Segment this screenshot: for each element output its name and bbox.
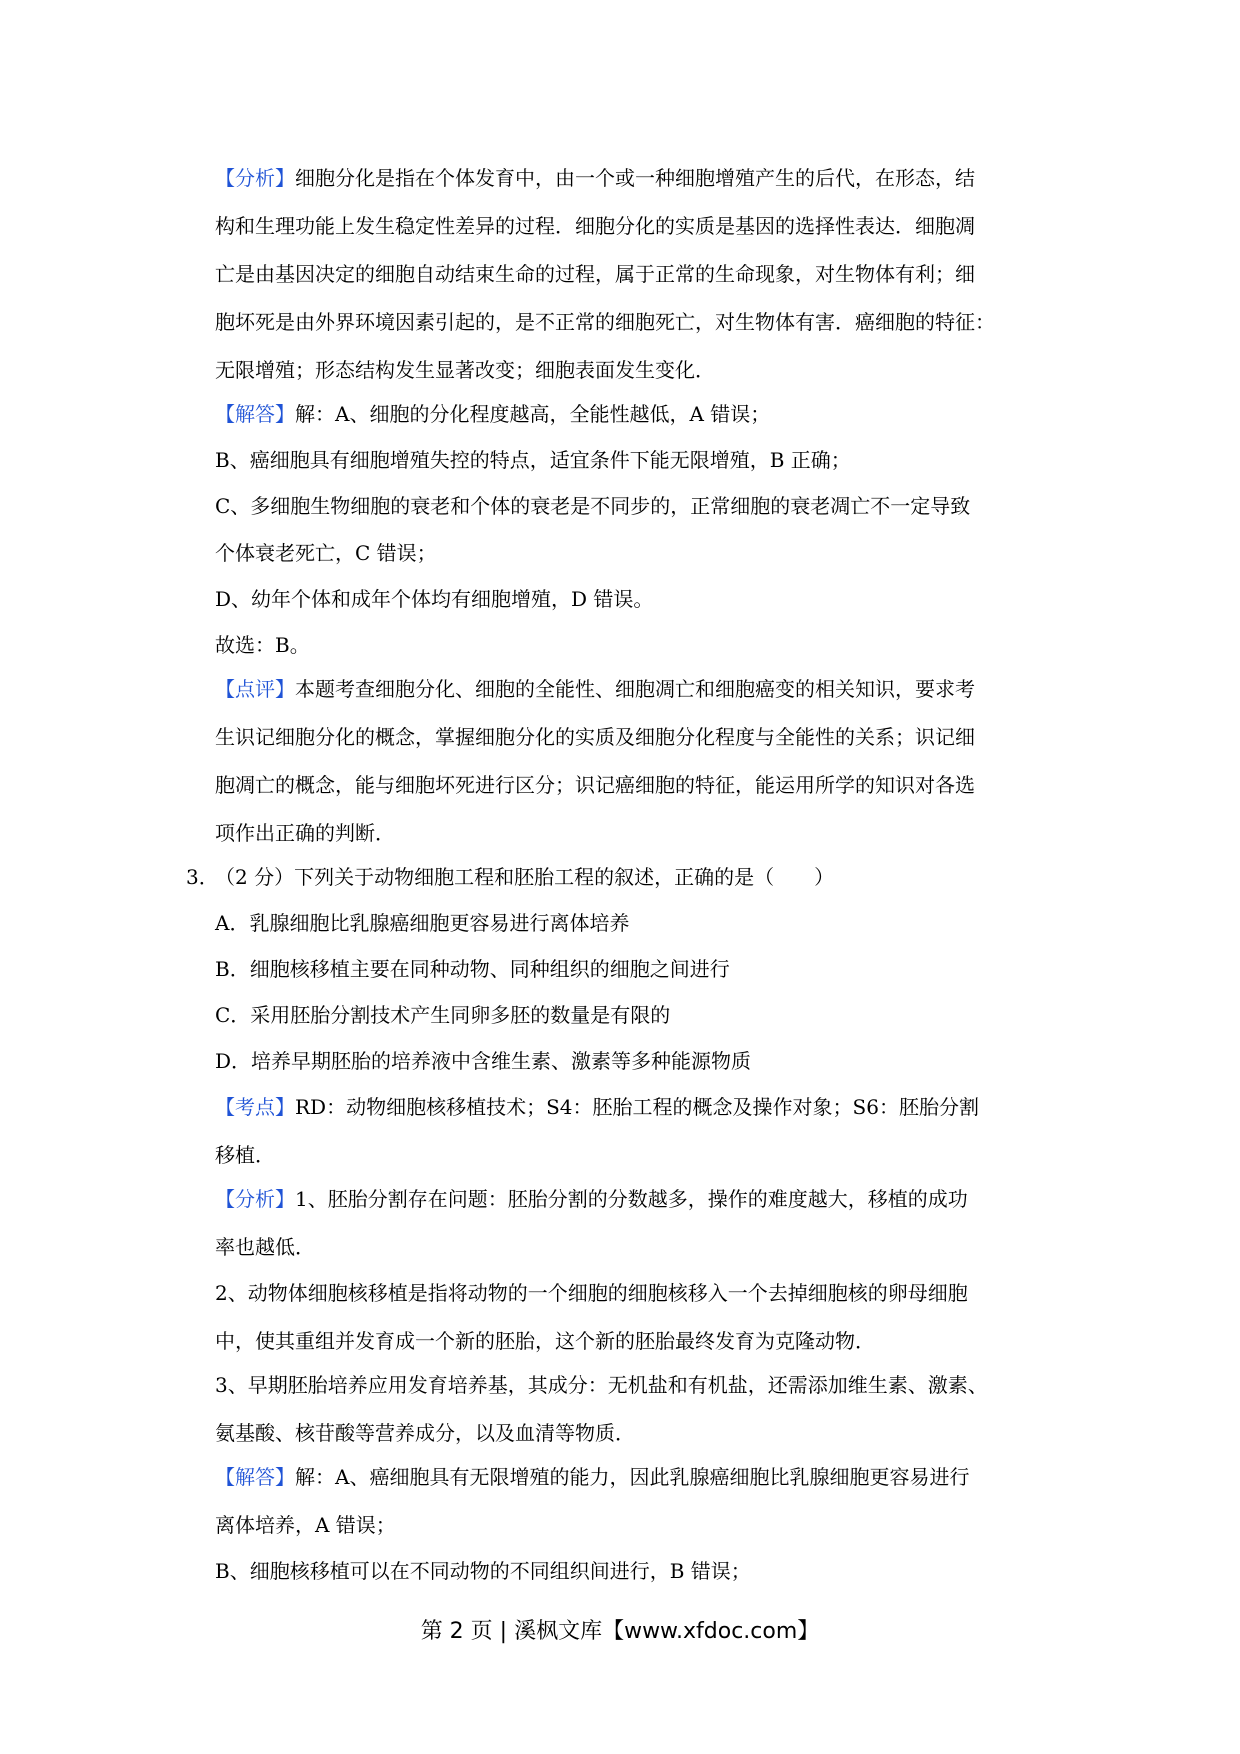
question-number: 3． xyxy=(186,865,219,889)
paragraph-line: 3、早期胚胎培养应用发育培养基，其成分：无机盐和有机盐，还需添加维生素、激素、 xyxy=(215,1373,988,1397)
paragraph-line: 率也越低． xyxy=(215,1235,315,1259)
page-footer: 第 2 页 | 溪枫文库【www.xfdoc.com】 xyxy=(420,1619,820,1644)
answer-tag: 【解答】 xyxy=(215,402,295,426)
paragraph-line: 项作出正确的判断． xyxy=(215,821,395,845)
paragraph-line: D、幼年个体和成年个体均有细胞增殖，D 错误。 xyxy=(215,587,654,611)
analysis-tag: 【分析】 xyxy=(215,1187,295,1211)
paragraph-line: 移植． xyxy=(215,1143,275,1167)
paragraph-line: 氨基酸、核苷酸等营养成分，以及血清等物质． xyxy=(215,1421,635,1445)
option-d: D．培养早期胚胎的培养液中含维生素、激素等多种能源物质 xyxy=(215,1049,752,1073)
question-stem: （2 分）下列关于动物细胞工程和胚胎工程的叙述，正确的是（ ） xyxy=(215,865,835,889)
paragraph-line: 生识记细胞分化的概念，掌握细胞分化的实质及细胞分化程度与全能性的关系；识记细 xyxy=(215,725,975,749)
paragraph-line: 故选：B。 xyxy=(215,633,310,657)
paragraph-line: 2、动物体细胞核移植是指将动物的一个细胞的细胞核移入一个去掉细胞核的卵母细胞 xyxy=(215,1281,968,1305)
answer-tag: 【解答】 xyxy=(215,1465,295,1489)
paragraph-line: 离体培养，A 错误； xyxy=(215,1513,396,1537)
option-c: C．采用胚胎分割技术产生同卵多胚的数量是有限的 xyxy=(215,1003,671,1027)
paragraph-line: 【分析】细胞分化是指在个体发育中，由一个或一种细胞增殖产生的后代，在形态，结 xyxy=(215,166,975,190)
point-tag: 【考点】 xyxy=(215,1095,295,1119)
option-a: A．乳腺细胞比乳腺癌细胞更容易进行离体培养 xyxy=(215,911,630,935)
paragraph-line: B、细胞核移植可以在不同动物的不同组织间进行，B 错误； xyxy=(215,1559,751,1583)
paragraph-line: B、癌细胞具有细胞增殖失控的特点，适宜条件下能无限增殖，B 正确； xyxy=(215,448,851,472)
paragraph-line: 中，使其重组并发育成一个新的胚胎，这个新的胚胎最终发育为克隆动物． xyxy=(215,1329,875,1353)
paragraph-line: 无限增殖；形态结构发生显著改变；细胞表面发生变化． xyxy=(215,358,715,382)
paragraph-line: 【考点】RD：动物细胞核移植技术；S4：胚胎工程的概念及操作对象；S6：胚胎分割 xyxy=(215,1095,979,1119)
paragraph-line: 胞凋亡的概念，能与细胞坏死进行区分；识记癌细胞的特征，能运用所学的知识对各选 xyxy=(215,773,975,797)
paragraph-line: 胞坏死是由外界环境因素引起的，是不正常的细胞死亡，对生物体有害．癌细胞的特征： xyxy=(215,310,995,334)
paragraph-line: 【分析】1、胚胎分割存在问题：胚胎分割的分数越多，操作的难度越大，移植的成功 xyxy=(215,1187,968,1211)
paragraph-line: 个体衰老死亡，C 错误； xyxy=(215,541,437,565)
analysis-tag: 【分析】 xyxy=(215,166,295,190)
option-b: B．细胞核移植主要在同种动物、同种组织的细胞之间进行 xyxy=(215,957,730,981)
paragraph-line: 亡是由基因决定的细胞自动结束生命的过程，属于正常的生命现象，对生物体有利；细 xyxy=(215,262,975,286)
paragraph-line: 【解答】解：A、癌细胞具有无限增殖的能力，因此乳腺癌细胞比乳腺细胞更容易进行 xyxy=(215,1465,970,1489)
paragraph-line: C、多细胞生物细胞的衰老和个体的衰老是不同步的，正常细胞的衰老凋亡不一定导致 xyxy=(215,494,971,518)
comment-tag: 【点评】 xyxy=(215,677,295,701)
paragraph-line: 【点评】本题考查细胞分化、细胞的全能性、细胞凋亡和细胞癌变的相关知识，要求考 xyxy=(215,677,975,701)
paragraph-line: 【解答】解：A、细胞的分化程度越高，全能性越低，A 错误； xyxy=(215,402,771,426)
paragraph-line: 构和生理功能上发生稳定性差异的过程．细胞分化的实质是基因的选择性表达．细胞凋 xyxy=(215,214,975,238)
